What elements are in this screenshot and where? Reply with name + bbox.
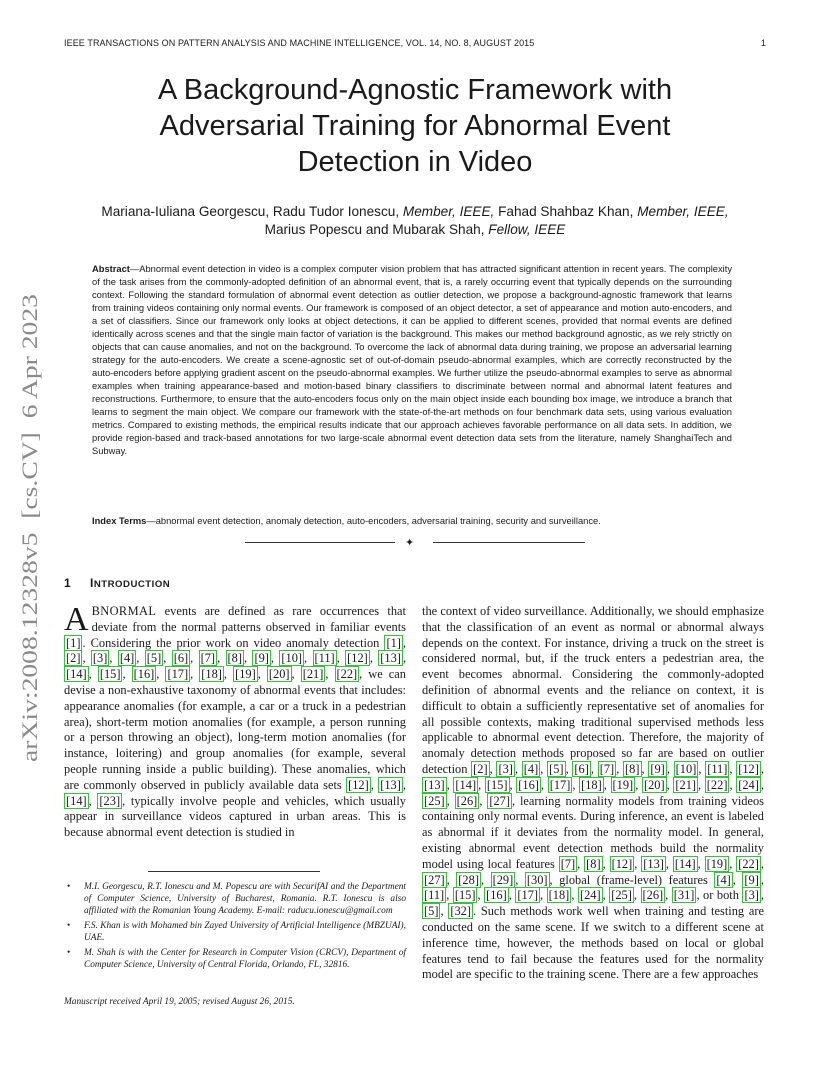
citation-link[interactable]: [25] <box>424 793 445 808</box>
author-role: Fellow, IEEE <box>488 222 566 237</box>
bullet-icon: • <box>67 948 71 958</box>
citation-link[interactable]: [20] <box>643 777 665 792</box>
section-number: 1 <box>64 576 72 590</box>
citation-link[interactable]: [24] <box>738 777 759 792</box>
citation-link[interactable]: [19] <box>706 856 728 871</box>
separator-star-icon: ✦ <box>405 537 415 549</box>
author-names: Mariana-Iuliana Georgescu, Radu Tudor Ionescu, <box>101 204 400 219</box>
body-column-left <box>64 601 407 841</box>
citation-link[interactable]: [15] <box>486 777 508 792</box>
citation-link[interactable]: [17] <box>517 888 539 903</box>
citation-link[interactable]: [15] <box>454 888 476 903</box>
citation-link[interactable]: [13] <box>380 651 401 666</box>
citation-link[interactable]: [22] <box>738 856 759 871</box>
citation-link[interactable]: [3] <box>744 888 759 903</box>
citation-link[interactable]: [12] <box>611 856 633 871</box>
citation-link[interactable]: [27] <box>424 872 445 887</box>
citation-link[interactable]: [27] <box>489 793 510 808</box>
citation-link[interactable]: [14] <box>674 856 696 871</box>
citation-link[interactable]: [29] <box>492 872 514 887</box>
index-terms-text: —abnormal event detection, anomaly detection, auto-encoders, adversarial training, security and surveillance. <box>146 516 601 526</box>
title-line: A Background-Agnostic Framework with <box>157 74 673 106</box>
citation-link[interactable]: [18] <box>548 888 570 903</box>
citation-link[interactable]: [32] <box>450 904 471 919</box>
footnote-rule <box>148 871 320 872</box>
section-separator <box>245 536 585 550</box>
citation-link[interactable]: [20] <box>268 667 290 682</box>
citation-link[interactable]: [16] <box>486 888 507 903</box>
body-column-right <box>422 604 764 983</box>
citation-link[interactable]: [12] <box>738 761 759 776</box>
column-text: the context of video surveillance. Additionally, we should emphasize that the classification of an event as normal or abnormal always depends on the context. For instance, driving a truck on the street is considered normal, but, if the truck enters a pedestrian area, the event becomes abnormal. Considering the commonly-adopted definition of abnormal events and the reliance on context, it is difficult to obtain a sufficiently representative set of anomalies for all possible contexts, making traditional supervised methods less applicable to abnormal event detection. Therefore, the majority of anomaly detection methods proposed so far are based on outlier detection [2] , [3] , [4] , [5] , [6] , [7] , [8] , [9] , [10] , [11] , [12] , [13] , [14] , [15] , [16] , [17] , [18] , [19] , [20] , [21] , [22] , [24] , [25] , [26] , [27] , learning normality models from training videos containing only normal events. During inference, an event is labeled as abnormal if it deviates from the normality model. In general, existing abnormal event detection methods build the normality model using local features [7] , [8] , [12] , [13] , [14] , [19] , [22] , [27] , [28] , [29] , [30] , global (frame-level) features [4] , [9] , [11] , [15] , [16] , [17] , [18] , [24] , [25] , [26] , [31] , or both [3] , [5] , [32] . Such methods work well when training and testing are conducted on the same scene. If we switch to a different scene at inference time, however, the methods based on local or global features tend to fail because the features used for the normality model are specific to the training scene. There are a few approaches <box>422 604 765 982</box>
citation-link[interactable]: [17] <box>549 777 571 792</box>
citation-link[interactable]: [9] <box>650 761 665 776</box>
citation-link[interactable]: [6] <box>574 761 589 776</box>
author-role: Member, IEEE, <box>402 204 495 219</box>
citation-link[interactable]: [13] <box>380 777 401 792</box>
citation-link[interactable]: [5] <box>549 761 564 776</box>
citation-link[interactable]: [8] <box>227 651 242 666</box>
citation-link[interactable]: [4] <box>523 761 539 776</box>
citation-link[interactable]: [16] <box>518 777 539 792</box>
citation-link[interactable]: [14] <box>66 667 87 682</box>
section-heading <box>64 576 170 590</box>
footnotes <box>64 881 406 974</box>
citation-link[interactable]: [11] <box>314 651 335 666</box>
author-names: Fahad Shahbaz Khan, <box>498 204 634 219</box>
author-names: Marius Popescu and Mubarak Shah, <box>264 222 485 237</box>
citation-link[interactable]: [22] <box>336 667 358 682</box>
bullet-icon: • <box>67 921 71 931</box>
citation-link[interactable]: [21] <box>302 667 324 682</box>
section-title-initial: I <box>90 576 94 590</box>
citation-link[interactable]: [19] <box>612 777 634 792</box>
citation-link[interactable]: [16] <box>133 667 155 682</box>
page-number: 1 <box>760 38 766 48</box>
citation-link[interactable]: [11] <box>707 761 728 776</box>
citation-link[interactable]: [9] <box>254 651 269 666</box>
journal-line: IEEE TRANSACTIONS ON PATTERN ANALYSIS AND MACHINE INTELLIGENCE, VOL. 14, NO. 8, AUGUST 2015 <box>64 38 535 48</box>
citation-link[interactable]: [13] <box>424 777 445 792</box>
author-list <box>64 203 766 239</box>
citation-link[interactable]: [19] <box>235 667 256 682</box>
drop-cap: A <box>64 601 89 638</box>
citation-link[interactable]: [7] <box>599 761 615 776</box>
citation-link[interactable]: [1] <box>386 635 401 650</box>
separator-line <box>433 542 585 543</box>
section-title-rest: NTRODUCTION <box>93 579 171 590</box>
arxiv-sidebar <box>6 294 46 762</box>
citation-link[interactable]: [10] <box>675 761 697 776</box>
citation-link[interactable]: [15] <box>99 667 121 682</box>
footnote-item <box>64 947 406 971</box>
citation-link[interactable]: [14] <box>455 777 477 792</box>
citation-link[interactable]: [5] <box>146 651 162 666</box>
footnote-text: M.I. Georgescu, R.T. Ionescu and M. Popescu are with SecurifAI and the Department of Computer Science, University of Bucharest, Romania. R.T. Ionescu is also affiliated with the Romanian Young Academy. E-mail: raducu.ionescu@gmail.com <box>84 882 406 916</box>
separator-line <box>245 542 395 543</box>
footnote-text: F.S. Khan is with Mohamed bin Zayed University of Artificial Intelligence (MBZUAI), UAE. <box>84 921 406 943</box>
title-line: Detection in Video <box>297 146 533 178</box>
footnote-item <box>64 881 406 917</box>
citation-link[interactable]: [4] <box>119 651 135 666</box>
citation-link[interactable]: [25] <box>611 888 632 903</box>
citation-link[interactable]: [22] <box>706 777 728 792</box>
citation-link[interactable]: [30] <box>526 872 548 887</box>
abstract <box>92 263 732 458</box>
index-terms-label: Index Terms <box>92 516 147 526</box>
citation-link[interactable]: [13] <box>643 856 664 871</box>
citation-link[interactable]: [26] <box>456 793 478 808</box>
citation-link[interactable]: [12] <box>348 777 369 792</box>
citation-link[interactable]: [8] <box>625 761 640 776</box>
citation-link[interactable]: [12] <box>347 651 368 666</box>
citation-link[interactable]: [18] <box>581 777 602 792</box>
citation-link[interactable]: [7] <box>560 856 576 871</box>
citation-link[interactable]: [31] <box>673 888 695 903</box>
citation-link[interactable]: [5] <box>424 904 439 919</box>
bullet-icon: • <box>67 882 71 892</box>
abstract-text: —Abnormal event detection in video is a complex computer vision problem that has attracted significant attention in recent years. The complexity of the task arises from the commonly-adopted definition of an abnormal event, that is, a rarely occurring event that typically depends on the surrounding context. Following the standard formulation of abnormal event detection as outlier detection, we propose a background-agnostic framework that learns from training videos containing only normal events. Our framework is composed of an object detector, a set of appearance and motion auto-encoders, and a set of classifiers. Since our framework only looks at object detections, it can be applied to different scenes, provided that normal events are defined identically across scenes and that the single main factor of variation is the background. This makes our method background agnostic, as we rely strictly on objects that can cause anomalies, and not on the background. To overcome the lack of abnormal data during training, we propose an adversarial learning strategy for the auto-encoders. We create a scene-agnostic set of out-of-domain pseudo-abnormal examples, which are correctly reconstructed by the auto-encoders before applying gradient ascent on the pseudo-abnormal examples. We further utilize the pseudo-abnormal examples to serve as abnormal examples when training appearance-based and motion-based binary classifiers to discriminate between normal and abnormal latent features and reconstructions. Furthermore, to ensure that the auto-encoders focus only on the main object inside each bounding box image, we introduce a branch that learns to segment the main object. We compare our framework with the state-of-the-art methods on four benchmark data sets, using various evaluation metrics. Compared to existing methods, the empirical results indicate that our approach achieves favorable performance on all data sets. In addition, we provide region-based and track-based annotations for two large-scale abnormal event detection data sets from the literature, namely ShanghaiTech and Subway. <box>92 264 732 456</box>
title-line: Adversarial Training for Abnormal Event <box>159 110 671 142</box>
paper-title <box>64 72 766 180</box>
running-header <box>64 38 766 48</box>
citation-link[interactable]: [3] <box>498 761 513 776</box>
citation-link[interactable]: [11] <box>424 888 445 903</box>
citation-link[interactable]: [28] <box>458 872 479 887</box>
citation-link[interactable]: [6] <box>173 651 189 666</box>
citation-link[interactable]: [3] <box>92 651 108 666</box>
manuscript-note: Manuscript received April 19, 2005; revised August 26, 2015. <box>64 997 295 1007</box>
citation-link[interactable]: [18] <box>201 667 222 682</box>
citation-link[interactable]: [21] <box>675 777 697 792</box>
citation-link[interactable]: [14] <box>66 793 87 808</box>
small-caps-word: BNORMAL <box>91 604 157 618</box>
citation-link[interactable]: [26] <box>642 888 664 903</box>
citation-link[interactable]: [1] <box>66 635 81 650</box>
citation-link[interactable]: [10] <box>281 651 303 666</box>
citation-link[interactable]: [23] <box>99 793 121 808</box>
citation-link[interactable]: [2] <box>66 651 81 666</box>
footnote-item <box>64 920 406 944</box>
citation-link[interactable]: [2] <box>473 761 488 776</box>
citation-link[interactable]: [17] <box>167 667 189 682</box>
citation-link[interactable]: [8] <box>586 856 601 871</box>
citation-link[interactable]: [4] <box>716 872 731 887</box>
citation-link[interactable]: [9] <box>744 872 759 887</box>
citation-link[interactable]: [7] <box>200 651 216 666</box>
author-role: Member, IEEE, <box>637 204 729 219</box>
index-terms <box>92 515 732 528</box>
arxiv-identifier: arXiv:2008.12328v5 [cs.CV] 6 Apr 2023 <box>17 380 42 762</box>
citation-link[interactable]: [24] <box>579 888 601 903</box>
footnote-text: M. Shah is with the Center for Research in Computer Vision (CRCV), Department of Computer Science, University of Central Florida, Orlando, FL, 32816. <box>84 948 406 970</box>
abstract-label: Abstract <box>92 264 130 274</box>
column-text: events are defined as rare occurrences that deviate from the normal patterns observed in familiar events [1] . Considering the prior work on video anomaly detection [1] , [2] , [3] , [4] , [5] , [6] , [7] , [8] , [9] , [10] , [11] , [12] , [13] , [14] , [15] , [16] , [17] , [18] , [19] , [20] , [21] , [22] , we can devise a non-exhaustive taxonomy of abnormal events that includes: appearance anomalies (for example, a car or a truck in a pedestrian area), short-term motion anomalies (for example, a person running or a person throwing an object), long-term motion anomalies (for instance, loitering) and group anomalies (for example, several people running inside a public building). These anomalies, which are commonly observed in publicly available data sets [12] , [13] , [14] , [23] , typically involve people and vehicles, which usually appear in surveillance videos captured in urban areas. This is because abnormal event detection is studied in <box>64 604 407 840</box>
